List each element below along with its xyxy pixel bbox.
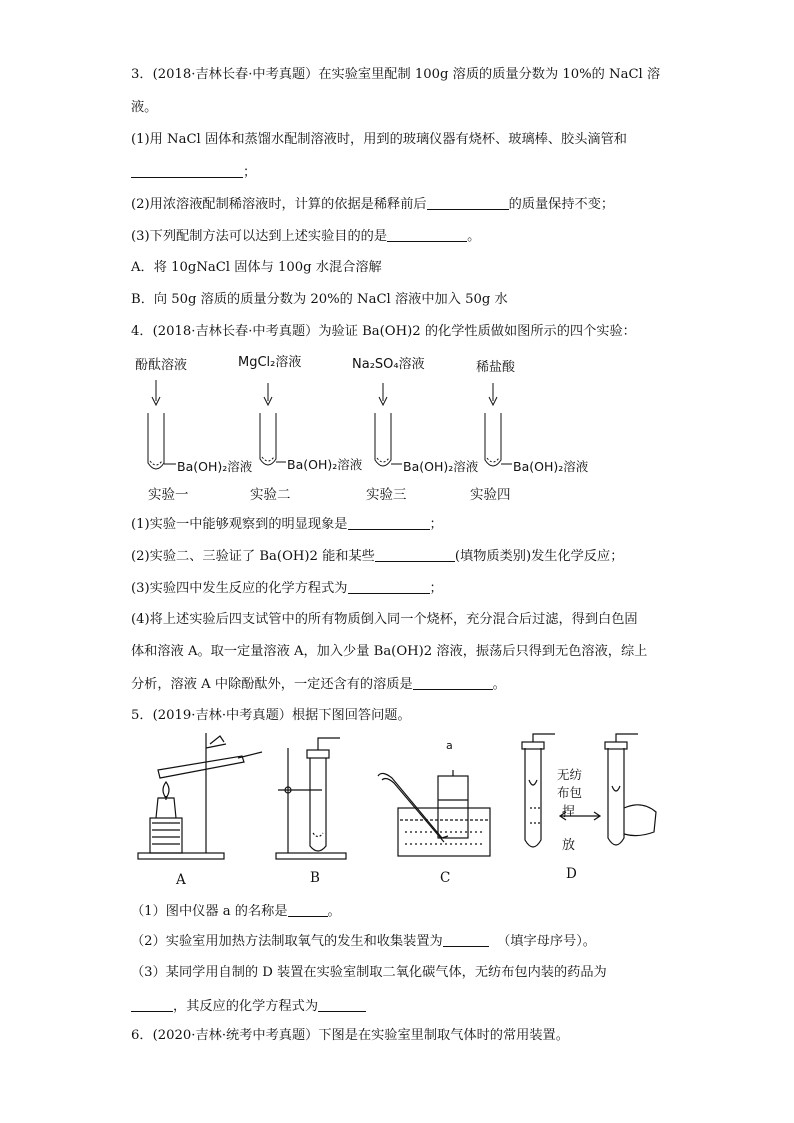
label-cloth-bag: 布包	[557, 785, 583, 800]
label-apparatus-d: D	[566, 866, 577, 882]
q3-option-b: B．向 50g 溶质的质量分数为 20%的 NaCl 溶液中加入 50g 水	[131, 292, 508, 307]
q5-apparatus-figure	[130, 728, 670, 878]
q4-part4-line3: 分析，溶液 A 中除酚酞外，一定还含有的溶质是 。	[131, 677, 506, 692]
q6-stem: 6．(2020·吉林·统考中考真题）下图是在实验室里制取气体时的常用装置。	[131, 1028, 569, 1043]
reagent-label-mgcl2: MgCl₂溶液	[238, 355, 302, 370]
q3-part1-answer-line: ；	[131, 163, 256, 182]
q3-option-a: A．将 10gNaCl 固体与 100g 水混合溶解	[131, 260, 382, 275]
q3-stem-line2: 液。	[131, 100, 158, 115]
apparatus-d	[522, 734, 656, 847]
caption-experiment-3: 实验三	[366, 487, 407, 503]
answer-blank[interactable]	[348, 579, 430, 594]
q4-part3: (3)实验四中发生反应的化学方程式为 ；	[131, 581, 443, 596]
label-nonwoven: 无纺	[557, 767, 583, 782]
apparatus-a	[138, 733, 262, 859]
caption-experiment-4: 实验四	[470, 487, 511, 503]
q4-part1: (1)实验一中能够观察到的明显现象是 ；	[131, 517, 443, 532]
reagent-label-na2so4: Na₂SO₄溶液	[352, 357, 425, 372]
q5-part2: （2）实验室用加热方法制取氧气的发生和收集装置为 （填字母序号）。	[131, 934, 596, 949]
q5-part3-line1: （3）某同学用自制的 D 装置在实验室制取二氧化碳气体，无纺布包内装的药品为	[131, 965, 607, 980]
caption-experiment-2: 实验二	[250, 487, 291, 503]
label-apparatus-c: C	[440, 870, 451, 886]
test-tube-4	[485, 383, 512, 466]
answer-blank[interactable]	[131, 997, 173, 1012]
answer-blank[interactable]	[288, 902, 328, 917]
tube-label-3: Ba(OH)₂溶液	[403, 459, 479, 474]
q4-part4-line2: 体和溶液 A。取一定量溶液 A，加入少量 Ba(OH)2 溶液，振荡后只得到无色溶液，综上	[131, 644, 648, 659]
q3-part1: (1)用 NaCl 固体和蒸馏水配制溶液时，用到的玻璃仪器有烧杯、玻璃棒、胶头滴管和	[131, 132, 627, 147]
tube-label-4: Ba(OH)₂溶液	[513, 459, 589, 474]
tube-label-2: Ba(OH)₂溶液	[287, 457, 363, 472]
tube-label-1: Ba(OH)₂溶液	[177, 459, 253, 474]
caption-experiment-1: 实验一	[148, 487, 189, 503]
q3-part2: (2)用浓溶液配制稀溶液时，计算的依据是稀释前后 的质量保持不变；	[131, 197, 615, 212]
answer-blank[interactable]	[427, 195, 509, 210]
test-tube-1	[148, 380, 176, 469]
reagent-label-hcl: 稀盐酸	[476, 360, 516, 375]
q3-stem-line1: 3．(2018·吉林长春·中考真题）在实验室里配制 100g 溶质的质量分数为 10%的 NaCl 溶	[131, 67, 661, 82]
test-tube-2	[260, 383, 286, 465]
q5-part1: （1）图中仪器 a 的名称是 。	[131, 904, 341, 919]
answer-blank[interactable]	[348, 515, 430, 530]
q4-part2: (2)实验二、三验证了 Ba(OH)2 能和某些 (填物质类别)发生化学反应；	[131, 549, 624, 564]
answer-blank[interactable]	[413, 675, 493, 690]
q4-stem: 4．(2018·吉林长春·中考真题）为验证 Ba(OH)2 的化学性质做如图所示的四个实验：	[131, 324, 636, 339]
apparatus-b	[276, 738, 346, 859]
answer-blank[interactable]	[318, 997, 366, 1012]
reagent-label-phenolphthalein: 酚酞溶液	[135, 358, 188, 373]
label-squeeze: 捏	[562, 805, 576, 820]
label-apparatus-b: B	[310, 870, 320, 886]
answer-blank[interactable]	[443, 932, 489, 947]
q3-part3: (3)下列配制方法可以达到上述实验目的的是 。	[131, 229, 481, 244]
label-apparatus-a: A	[176, 872, 186, 888]
answer-blank[interactable]	[375, 547, 455, 562]
label-instrument-a: a	[446, 739, 453, 752]
answer-blank[interactable]	[131, 163, 243, 178]
q4-part4-line1: (4)将上述实验后四支试管中的所有物质倒入同一个烧杯，充分混合后过滤，得到白色固	[131, 612, 638, 627]
test-tube-3	[375, 383, 402, 466]
q5-part3-line2: ，其反应的化学方程式为	[131, 997, 366, 1016]
apparatus-c	[378, 770, 490, 856]
q5-stem: 5．(2019·吉林·中考真题）根据下图回答问题。	[131, 708, 411, 723]
label-release: 放	[562, 838, 576, 853]
answer-blank[interactable]	[387, 227, 467, 242]
